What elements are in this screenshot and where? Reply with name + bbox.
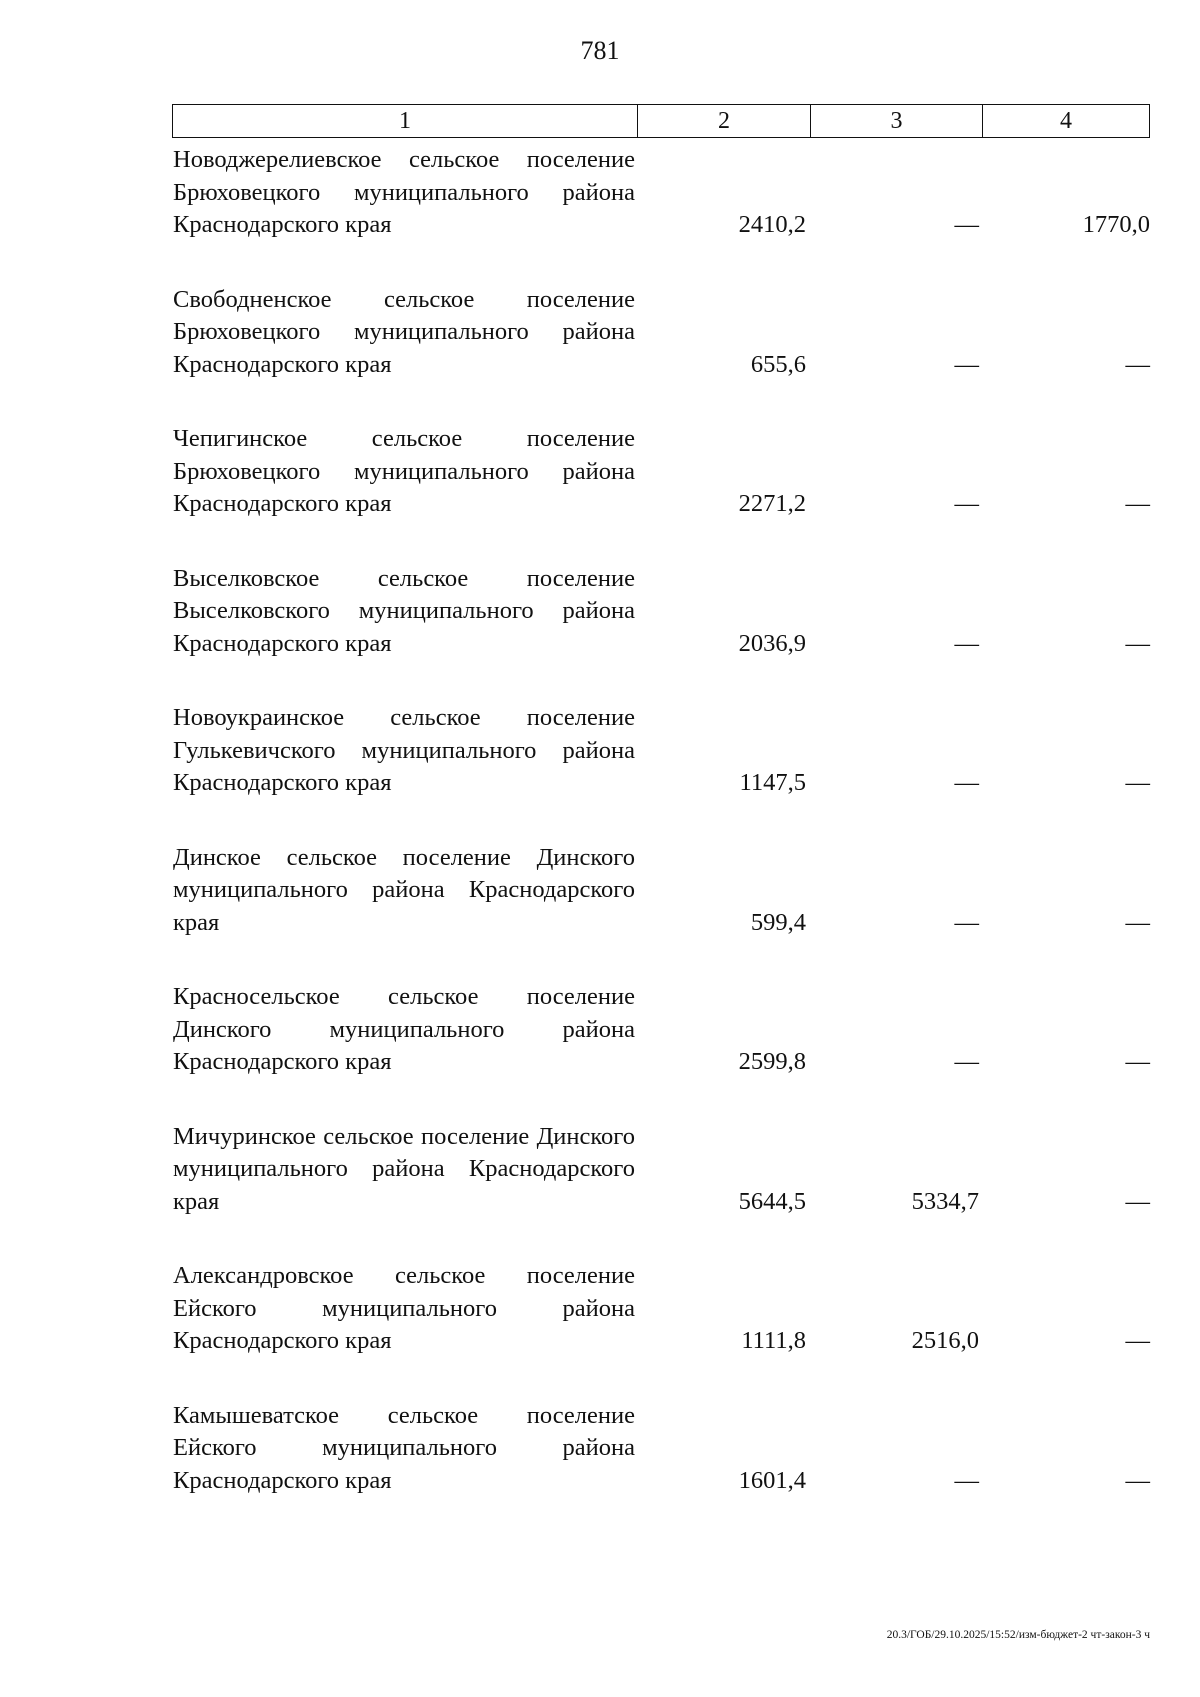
table-row	[172, 559, 1150, 699]
value-col-4: —	[1125, 1327, 1150, 1354]
settlement-name: Динское сельское поселение Динского муниципального района Краснодарского края	[173, 843, 635, 936]
value-col-2: 1111,8	[741, 1327, 806, 1354]
table-row	[172, 977, 1150, 1117]
value-col-2: 2599,8	[738, 1048, 806, 1075]
settlement-name: Свободненское сельское поселение Брюховецкого муниципального района Краснодарского края	[173, 285, 635, 378]
settlement-name: Камышеватское сельское поселение Ейского муниципального района Краснодарского края	[173, 1401, 635, 1494]
value-col-2: 2410,2	[738, 211, 806, 238]
value-col-3: —	[954, 769, 979, 796]
table-row	[172, 1256, 1150, 1396]
table-row	[172, 280, 1150, 420]
document-footer-stamp: 20.3/ГОБ/29.10.2025/15:52/изм-бюджет-2 чт-закон-3 ч	[886, 1629, 1150, 1641]
settlement-name: Александровское сельское поселение Ейского муниципального района Краснодарского края	[173, 1262, 635, 1354]
table-header	[172, 104, 1150, 138]
column-header-4: 4	[982, 105, 1149, 137]
value-col-3: —	[954, 629, 979, 657]
value-col-3: 5334,7	[911, 1187, 979, 1215]
value-col-2: 2271,2	[738, 490, 806, 517]
value-col-3: —	[954, 490, 979, 517]
table-row	[172, 838, 1150, 978]
value-col-3: —	[954, 350, 979, 378]
value-col-4: 1770,0	[1082, 211, 1150, 238]
value-col-2: 1147,5	[739, 769, 806, 796]
value-col-4: —	[1125, 629, 1150, 657]
column-header-3: 3	[810, 105, 982, 137]
settlement-name: Новоджерелиевское сельское поселение Брюховецкого муниципального района Краснодарского края	[173, 146, 635, 238]
value-col-3: 2516,0	[911, 1327, 979, 1354]
value-col-2: 655,6	[750, 350, 806, 378]
value-col-4: —	[1125, 769, 1150, 796]
column-header-1: 1	[399, 107, 411, 134]
page-number: 781	[580, 36, 620, 65]
settlement-name: Красносельское сельское поселение Динского муниципального района Краснодарского края	[173, 983, 635, 1075]
settlement-name: Чепигинское сельское поселение Брюховецкого муниципального района Краснодарского края	[173, 425, 635, 517]
column-header-2: 2	[637, 105, 810, 137]
settlement-name: Новоукраинское сельское поселение Гулькевичского муниципального района Краснодарского края	[173, 704, 635, 796]
table-row	[172, 698, 1150, 838]
table-row	[172, 140, 1150, 280]
value-col-3: —	[954, 1048, 979, 1075]
table-row	[172, 1117, 1150, 1257]
value-col-2: 1601,4	[738, 1466, 806, 1494]
settlement-name: Мичуринское сельское поселение Динского муниципального района Краснодарского края	[173, 1122, 635, 1215]
value-col-4: —	[1125, 908, 1150, 936]
value-col-4: —	[1125, 1187, 1150, 1215]
value-col-3: —	[954, 1466, 979, 1494]
value-col-2: 5644,5	[738, 1187, 806, 1215]
value-col-2: 599,4	[750, 908, 806, 936]
value-col-4: —	[1125, 490, 1150, 517]
value-col-4: —	[1125, 350, 1150, 378]
value-col-2: 2036,9	[738, 629, 806, 657]
settlement-name: Выселковское сельское поселение Выселковского муниципального района Краснодарского края	[173, 564, 635, 657]
table-row	[172, 419, 1150, 559]
table-body	[172, 140, 1150, 1535]
value-col-3: —	[954, 211, 979, 238]
value-col-4: —	[1125, 1466, 1150, 1494]
value-col-3: —	[954, 908, 979, 936]
table-row	[172, 1396, 1150, 1536]
value-col-4: —	[1125, 1048, 1150, 1075]
